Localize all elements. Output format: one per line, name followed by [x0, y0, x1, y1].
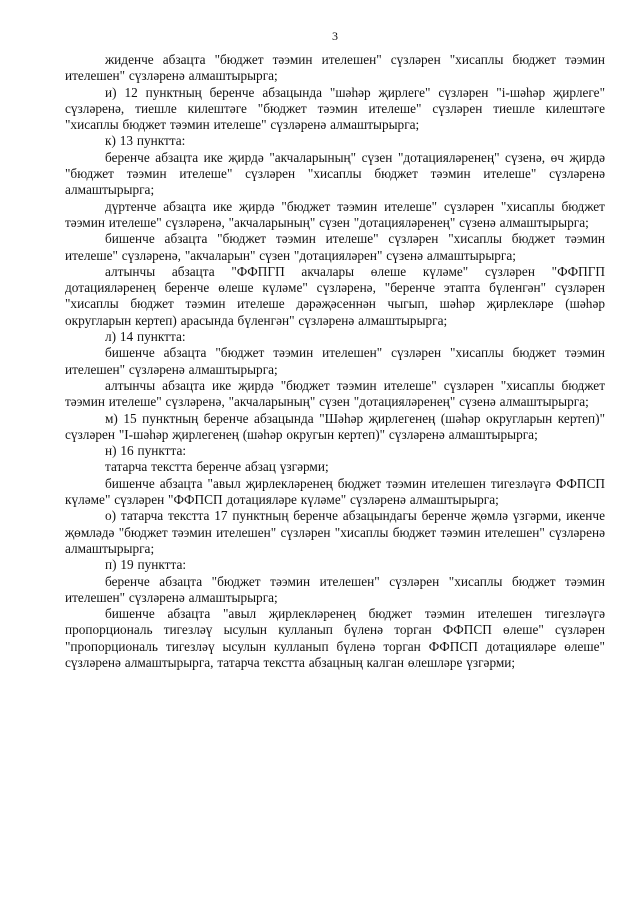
paragraph: о) татарча текстта 17 пунктның беренче абзацындагы беренче җөмлә үзгәрми, икенче җөмләдә "бюджет тәэмин ителешен" сүзләрен "хисаплы бюджет тәэмин ителешен" сүзләренә алмаштырырга; [65, 508, 605, 556]
subsection-heading: л) 14 пунктта: [105, 329, 186, 345]
subsection-heading: к) 13 пунктта: [105, 133, 186, 149]
page-number: 3 [332, 29, 338, 43]
paragraph: дүртенче абзацта ике җирдә "бюджет тәэмин ителеше" сүзләрен "хисаплы бюджет тәэмин ителеше" сүзләренә, "акчаларының" сүзен "дотацияләренең" сүзенә алмаштырырга; [65, 198, 605, 230]
paragraph: бишенче абзацта "авыл җирлекләренең бюджет тәэмин ителешен тигезләүгә ФФПСП күләме" сүзләрен "ФФПСП дотацияләре күләме" сүзләренә алмаштырырга; [65, 475, 605, 508]
paragraph: алтынчы абзацта ике җирдә "бюджет тәэмин ителеше" сүзләрен "хисаплы бюджет тәэмин ителеше" сүзләренә, "акчаларының" сүзен "дотацияләренең" сүзенә алмаштырырга; [65, 377, 605, 410]
paragraph: беренче абзацта "бюджет тәэмин ителешен" сүзләрен "хисаплы бюджет тәэмин ителешен" сүзләренә алмаштырырга; [65, 573, 605, 605]
paragraph: алтынчы абзацта "ФФПГП акчалары өлеше күләме" сүзләрен "ФФПГП дотацияләренең беренче өлеше күләме" сүзләренә, "беренче этапта бүленгән" сүзләрен "хисаплы бюджет тәэмин ителеше дәрәҗәсеннән чыгып, шәһәр җирлекләре (шәһәр округларын кертеп) арасында бүленгән" сүзләренә алмаштырырга; [65, 263, 605, 328]
paragraph: бишенче абзацта "бюджет тәэмин ителешен" сүзләрен "хисаплы бюджет тәэмин ителешен" сүзләренә алмаштырырга; [65, 345, 605, 377]
subsection-heading: п) 19 пунктта: [105, 557, 187, 573]
subsection-heading: н) 16 пунктта: [105, 443, 187, 459]
paragraph: беренче абзацта ике җирдә "акчаларының" сүзен "дотацияләренең" сүзенә, өч җирдә "бюджет тәэмин ителеше" сүзләрен "хисаплы бюджет тәэмин ителеше" сүзләренә алмаштырырга; [65, 149, 605, 198]
paragraph: жиденче абзацта "бюджет тәэмин ителешен" сүзләрен "хисаплы бюджет тәэмин ителешен" сүзләренә алмаштырырга; [65, 52, 605, 84]
document-page [65, 28, 605, 671]
paragraph: и) 12 пунктның беренче абзацында "шәһәр җирлеге" сүзләрен "і-шәһәр җирлеге" сүзләренә, тиешле килештәге "бюджет тәэмин ителеше" сүзләрен тиешле килештәге "хисаплы бюджет тәэмин ителеше" сүзләренә алмаштырырга; [65, 84, 605, 133]
paragraph: татарча текстта беренче абзац үзгәрми; [105, 459, 329, 475]
paragraph: бишенче абзацта "авыл җирлекләренең бюджет тәэмин ителешен тигезләүгә пропорциональ тигезләү ысулын кулланып бүленә торган ФФПСП өлеше" сүзләрен "пропорциональ тигезләү ысулын кулланып бүленә торган ФФПСП дотацияләре өлеше" сүзләренә алмаштырырга, татарча текстта абзацның калган өлешләре үзгәрми; [65, 606, 605, 670]
paragraph: бишенче абзацта "бюджет тәэмин ителеше" сүзләрен "хисаплы бюджет тәэмин ителеше" сүзләренә, "акчаларын" сүзен "дотацияләрен" сүзенә алмаштырырга; [65, 231, 605, 263]
paragraph: м) 15 пунктның беренче абзацында "Шәһәр җирлегенең (шәһәр округларын кертеп)" сүзләрен "І-шәһәр җирлегенең (шәһәр округын кертеп)" сүзләренә алмаштырырга; [65, 410, 605, 442]
